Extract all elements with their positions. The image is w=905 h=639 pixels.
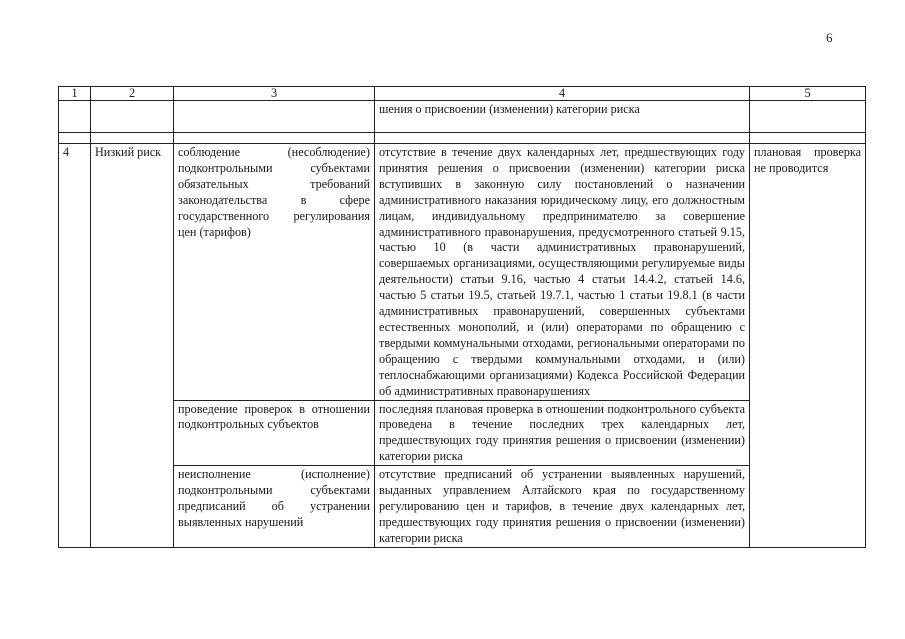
column-numbers-row (59, 87, 866, 101)
risk-level-cell: Низкий риск (91, 144, 174, 548)
column-number-4: 4 (375, 87, 750, 101)
column-number-5: 5 (750, 87, 866, 101)
spacer-row (59, 133, 866, 144)
risk-category-table (58, 86, 866, 548)
table-row (59, 144, 866, 401)
condition-cell: отсутствие в течение двух календарных лет, предшествующих году принятия решения о присвоении (изменении) категории риска вступивших в законную силу постановлений о назначении административного наказания юридическому лицу, его должностным лицам, индивидуальному предпринимателю за совершение административного правонарушения, предусмотренного статьей 9.15, частью 10 (в части административных правонарушений, совершаемых организациями, осуществляющими регулируемые виды деятельности) статьи 9.16, частью 4 статьи 14.4.2, статьей 14.6, частью 5 статьи 19.5, статьей 19.7.1, частью 1 статьи 19.8.1 (в части административных правонарушений, совершенных субъектами естественных монополий, и (или) операторами по обращению с твердыми коммунальными отходами, региональными операторами по обращению с твердыми коммунальными отходами, и (или) теплоснабжающими организациями) Кодекса Российской Федерации об административных правонарушениях (375, 144, 750, 401)
criterion-cell: неисполнение (исполнение) подконтрольными субъектами предписаний об устранении выявленных нарушений (174, 466, 375, 548)
result-cell: плановая проверка не проводится (750, 144, 866, 548)
continuation-row (59, 101, 866, 133)
condition-cell: отсутствие предписаний об устранении выявленных нарушений, выданных управлением Алтайского края по государственному регулированию цен и тарифов, в течение двух календарных лет, предшествующих году принятия решения о присвоении (изменении) категории риска (375, 466, 750, 548)
continuation-cell: шения о присвоении (изменении) категории риска (375, 101, 750, 133)
column-number-2: 2 (91, 87, 174, 101)
condition-cell: последняя плановая проверка в отношении подконтрольного субъекта проведена в течение последних трех календарных лет, предшествующих году принятия решения о присвоении (изменении) категории риска (375, 400, 750, 466)
column-number-3: 3 (174, 87, 375, 101)
table-row (59, 466, 866, 548)
row-number: 4 (59, 144, 91, 548)
page-number: 6 (826, 30, 833, 45)
table-row (59, 400, 866, 466)
criterion-cell: соблюдение (несоблюдение) подконтрольными субъектами обязательных требований законодательства в сфере государственного регулирования цен (тарифов) (174, 144, 375, 401)
column-number-1: 1 (59, 87, 91, 101)
criterion-cell: проведение проверок в отношении подконтрольных субъектов (174, 400, 375, 466)
